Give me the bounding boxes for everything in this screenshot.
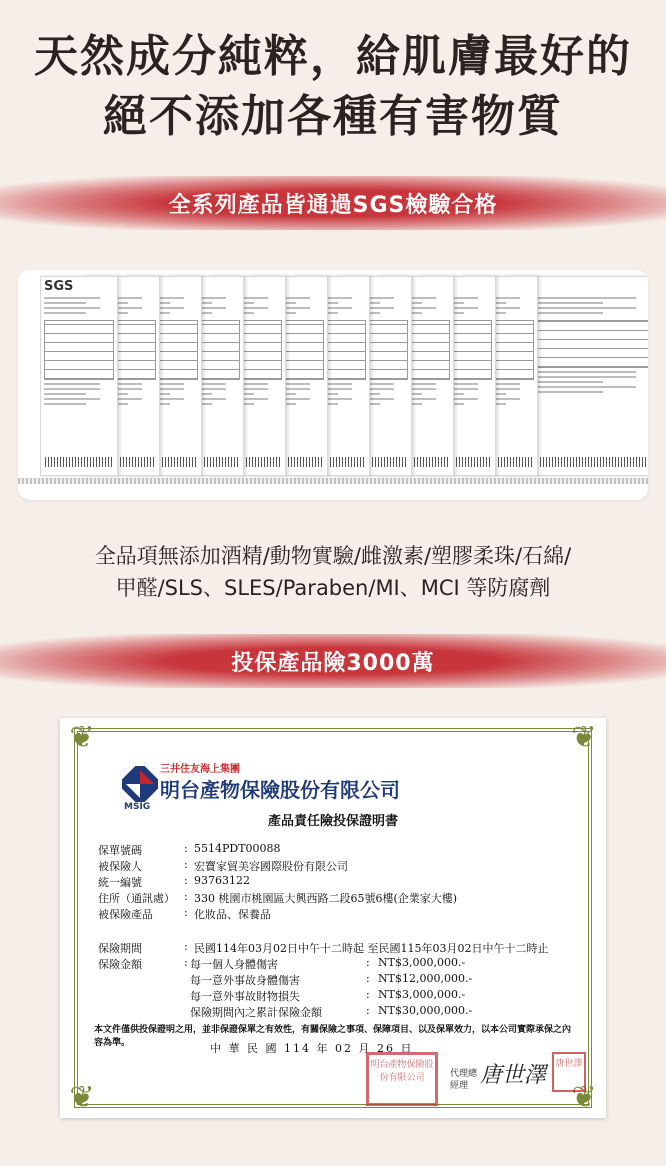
- field-colon: :: [184, 956, 188, 969]
- field-colon: :: [366, 1004, 370, 1017]
- coverage-amount: NT$3,000,000.-: [378, 956, 466, 969]
- sgs-mark: SGS: [44, 279, 74, 294]
- field-label: 被保險人: [98, 860, 142, 873]
- coverage-item: 每一個人身體傷害: [190, 958, 278, 971]
- coverage-amount: NT$30,000,000.-: [378, 1004, 473, 1017]
- report-text-line: [44, 393, 86, 395]
- report-text-line: [44, 297, 100, 299]
- insured-name: 宏寶家貿美容國際股份有限公司: [194, 860, 348, 873]
- insurance-ribbon: [0, 634, 666, 688]
- company-name: 明台產物保險股份有限公司: [160, 778, 400, 802]
- field-label: 統一編號: [98, 876, 142, 889]
- claims-line-1: 全品項無添加酒精/動物實驗/雌激素/塑膠柔珠/石綿/: [94, 544, 572, 568]
- certificate-notice: 本文件僅供投保證明之用，並非保證保單之有效性，有關保險之事項、保障項目、以及保單效力，以本公司實際承保之內容為準。: [94, 1025, 572, 1048]
- report-text-line: [44, 302, 86, 304]
- policy-number: 5514PDT00088: [194, 842, 281, 855]
- amount-label: 保險金額: [98, 958, 142, 971]
- company-seal: 明台產物保險股份有限公司: [366, 1052, 438, 1106]
- field-colon: :: [366, 972, 370, 985]
- report-text-line: [44, 307, 100, 309]
- ornament-corner-icon: ❦: [571, 1080, 597, 1115]
- group-name: 三井住友海上集團: [160, 764, 240, 775]
- headline-line-1: 天然成分純粹，給肌膚最好的: [34, 31, 632, 82]
- report-barcode: [45, 457, 113, 467]
- coverage-item: 保險期間內之累計保險金額: [190, 1006, 322, 1019]
- report-text-line: [44, 403, 86, 405]
- tax-id: 93763122: [194, 874, 250, 887]
- sgs-report-thumbnail: [40, 276, 118, 476]
- period-label: 保險期間: [98, 942, 142, 955]
- sgs-ribbon: [0, 176, 666, 230]
- field-label: 保單號碼: [98, 844, 142, 857]
- report-text-line: [44, 398, 100, 400]
- field-label: 被保險產品: [98, 908, 153, 921]
- ornament-corner-icon: ❦: [571, 720, 597, 755]
- no-additives-claims: [0, 540, 666, 604]
- coverage-item: 每一意外事故財物損失: [190, 990, 300, 1003]
- headline-line-2: 絕不添加各種有害物質: [103, 91, 563, 142]
- ornament-corner-icon: ❦: [69, 1080, 95, 1115]
- logo-text: MSIG: [124, 802, 151, 812]
- report-text-line: [44, 312, 86, 314]
- coverage-item: 每一意外事故身體傷害: [190, 974, 300, 987]
- insured-products: 化妝品、保養品: [194, 908, 271, 921]
- ornament-corner-icon: ❦: [69, 720, 95, 755]
- field-colon: :: [184, 858, 188, 871]
- coverage-amount: NT$12,000,000.-: [378, 972, 473, 985]
- insurance-ribbon-text: 投保產品險3000萬: [231, 650, 435, 676]
- sgs-reports-panel: [18, 270, 648, 500]
- field-colon: :: [184, 940, 188, 953]
- field-colon: :: [184, 842, 188, 855]
- field-colon: :: [366, 988, 370, 1001]
- issue-date: 中 華 民 國 114 年 02 月 26 日: [210, 1042, 414, 1055]
- sgs-ribbon-text: 全系列產品皆通過SGS檢驗合格: [168, 192, 498, 218]
- coverage-amount: NT$3,000,000.-: [378, 988, 466, 1001]
- personal-seal: 唐世澤: [552, 1052, 586, 1092]
- report-text-line: [44, 388, 100, 390]
- panel-scroll-strip: [18, 478, 648, 484]
- representative-signature: 唐世澤: [480, 1063, 547, 1088]
- claims-line-2: 甲醛/SLS、SLES/Paraben/MI、MCI 等防腐劑: [115, 576, 551, 600]
- period-value: 民國114年03月02日中午十二時起 至民國115年03月02日中午十二時止: [194, 942, 549, 955]
- field-colon: :: [366, 956, 370, 969]
- field-colon: :: [184, 890, 188, 903]
- certificate-title: 產品責任險投保證明書: [267, 814, 398, 829]
- field-colon: :: [184, 874, 188, 887]
- report-text-line: [44, 383, 100, 385]
- address: 330 桃園市桃園區大興西路二段65號6樓(企業家大樓): [194, 892, 458, 905]
- representative-title: 代理總經理: [450, 1069, 478, 1091]
- field-label: 住所（通訊處）: [98, 892, 175, 905]
- insurance-certificate: [60, 718, 606, 1118]
- msig-logo-icon: [122, 766, 158, 802]
- report-result-table: [44, 320, 114, 380]
- field-colon: :: [184, 906, 188, 919]
